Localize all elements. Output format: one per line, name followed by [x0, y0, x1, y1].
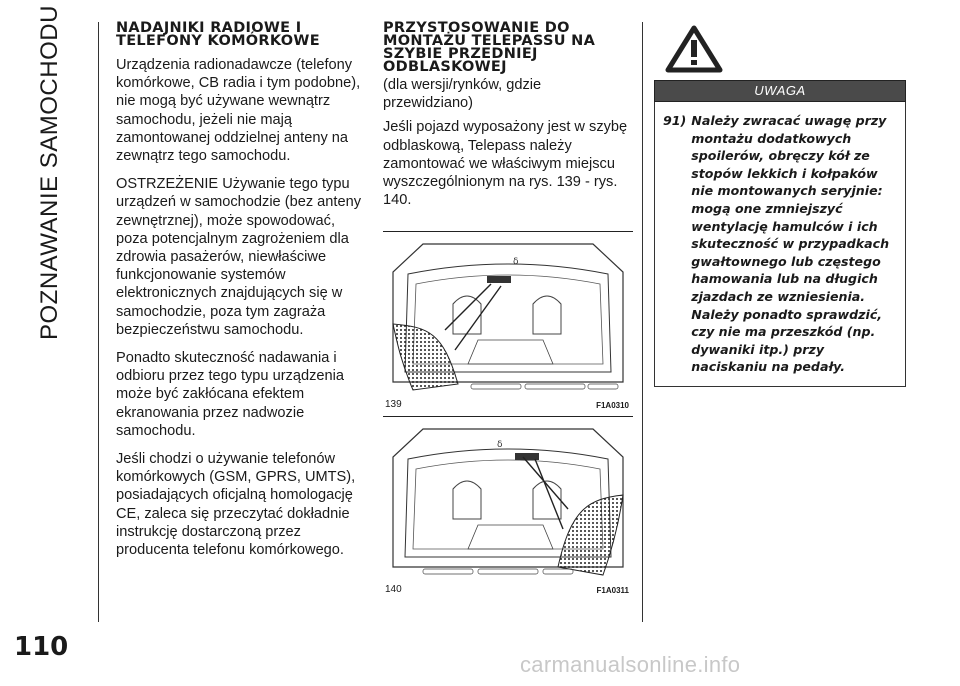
svg-text:δ: δ — [513, 257, 519, 268]
svg-text:δ: δ — [497, 440, 503, 451]
warning-title-bar — [654, 80, 906, 102]
figure-139 — [383, 231, 633, 412]
watermark: carmanualsonline.info — [520, 652, 741, 677]
paragraph: Jeśli chodzi o używanie telefonów komórkowych (GSM, GPRS, UMTS), posiadających oficjalną homologację CE, zaleca się przeczytać dokładnie instrukcję dostarczoną przez producenta telefonu komórkowego. — [116, 451, 356, 559]
warning-item-text: Należy zwracać uwagę przy montażu dodatkowych spoilerów, obręczy kół ze stopów lekkich i kołpaków nie montowanych seryjnie: mogą one zmniejszyć wentylację hamulców i ich skuteczność w przypadkach gwałtownego lub częstego hamowania lub na długich zjazdach ze wzniesienia. Należy ponadto sprawdzić, czy nie ma przeszkód (np. dywaniki itp.) przy naciskaniu na pedały. — [691, 113, 890, 375]
warning-item-number: 91) — [663, 113, 687, 128]
column-divider-right — [642, 22, 643, 622]
warning-triangle-icon — [664, 24, 724, 74]
page-number: 110 — [14, 632, 69, 662]
section-heading-radio: NADAJNIKI RADIOWE I TELEFONY KOMÓRKOWE — [116, 20, 320, 49]
section-subtitle: (dla wersji/rynków, gdzie przewidziano) — [383, 77, 542, 112]
windshield-illustration-140 — [383, 417, 633, 597]
column-divider-left — [98, 22, 99, 622]
warning-box — [654, 102, 906, 387]
column-warning — [654, 22, 906, 387]
side-title-text: POZNAWANIE SAMOCHODU — [36, 5, 63, 340]
figure-number: 139 — [385, 399, 402, 411]
section-heading-telepass: PRZYSTOSOWANIE DO MONTAŻU TELEPASSU NA SZYBIE PRZEDNIEJ ODBLASKOWEJ — [383, 20, 596, 75]
column-telepass — [383, 22, 633, 597]
section-side-title — [6, 5, 66, 340]
paragraph: Urządzenia radionadawcze (telefony komórkowe, CB radia i tym podobne), nie mogą być używane wewnątrz samochodu, jeżeli nie mają zamontowanej oddzielnej anteny na zewnątrz tego samochodu. — [116, 57, 361, 165]
warning-item — [663, 112, 897, 376]
figure-code: F1A0311 — [596, 586, 629, 596]
paragraph: Ponadto skuteczność nadawania i odbioru przez tego typu urządzenia może być zakłócana efektem ekranowania przez nadwozie samochodu. — [116, 350, 344, 439]
paragraph: Jeśli pojazd wyposażony jest w szybę odblaskową, Telepass należy zamontować we właściwym miejscu wyszczególnionym na rys. 139 - rys. 140. — [383, 119, 628, 209]
figure-140 — [383, 416, 633, 597]
figure-number: 140 — [385, 584, 402, 596]
column-radio-phones — [116, 22, 364, 569]
paragraph: OSTRZEŻENIE Używanie tego typu urządzeń w samochodzie (bez anteny zewnętrznej), może spowodować, poza potencjalnym zagrożeniem dla zdrowia pasażerów, niewłaściwe funkcjonowanie systemów elektronicznych znajdujących się w samochodzie, poza tym zagraża bezpieczeństwu samochodu. — [116, 176, 361, 338]
windshield-illustration-139 — [383, 232, 633, 412]
warning-title: UWAGA — [754, 83, 806, 98]
figure-code: F1A0310 — [596, 401, 629, 411]
